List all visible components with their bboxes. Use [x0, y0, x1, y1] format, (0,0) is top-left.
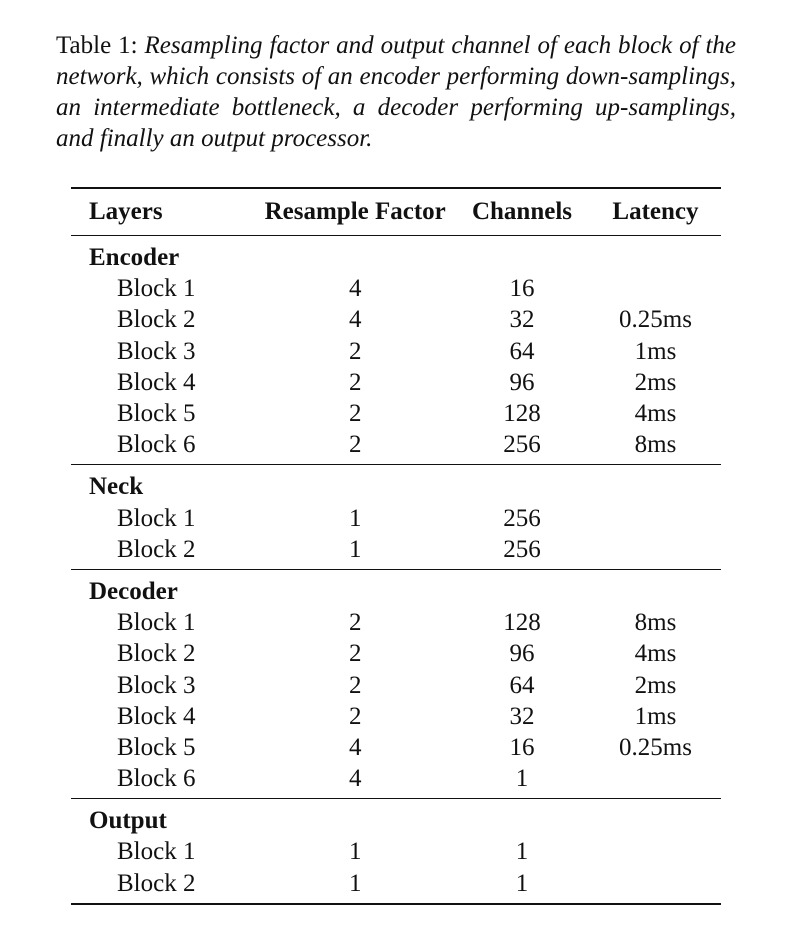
layer-name-cell: Block 1	[117, 838, 196, 866]
section-title-row	[71, 569, 721, 607]
latency-cell: 4ms	[634, 400, 677, 428]
header-latency: Latency	[612, 198, 699, 225]
resample-factor-cell: 4	[256, 763, 454, 799]
caption-text: Resampling factor and output channel of each block of the network, which consists of an encoder performing down-samplings, an intermediate bottleneck, a decoder performing up-samplings, and finally an output processor.	[56, 32, 737, 152]
empty-cell	[454, 799, 590, 837]
table-row	[71, 732, 721, 763]
empty-cell	[590, 236, 721, 274]
empty-cell	[256, 799, 454, 837]
channels-cell: 256	[503, 504, 541, 532]
layer-name-cell: Block 2	[71, 534, 256, 570]
empty-cell	[454, 236, 590, 274]
resample-factor-cell: 1	[256, 534, 454, 570]
channels-cell: 128	[503, 609, 541, 637]
layer-name-cell: Block 3	[117, 671, 196, 699]
layer-name-cell: Block 1	[117, 504, 196, 532]
latency-cell	[590, 868, 721, 904]
channels-cell: 256	[454, 534, 590, 570]
header-row	[71, 188, 721, 236]
empty-cell	[590, 569, 721, 607]
resample-factor-cell: 1	[348, 838, 362, 866]
table-body	[71, 236, 721, 904]
table-row	[71, 503, 721, 534]
channels-cell: 1	[515, 838, 529, 866]
channels-cell: 128	[503, 400, 541, 428]
table-row	[71, 398, 721, 429]
layer-name-cell: Block 6	[71, 429, 256, 465]
section-title: Decoder	[89, 577, 178, 605]
resample-factor-cell: 2	[348, 368, 362, 396]
empty-cell	[454, 569, 590, 607]
section-title-row	[71, 236, 721, 274]
channels-cell: 64	[509, 671, 535, 699]
table-row	[71, 763, 721, 799]
header-layers: Layers	[89, 198, 163, 225]
layer-name-cell: Block 5	[117, 400, 196, 428]
section-title-row	[71, 465, 721, 503]
layer-name-cell: Block 4	[117, 368, 196, 396]
channels-cell: 32	[509, 702, 535, 730]
layer-name-cell: Block 1	[117, 609, 196, 637]
empty-cell	[590, 465, 721, 503]
table-caption	[56, 30, 736, 154]
latency-cell	[590, 836, 721, 867]
table-row	[71, 273, 721, 304]
latency-cell: 8ms	[590, 429, 721, 465]
latency-cell: 1ms	[634, 702, 677, 730]
empty-cell	[256, 236, 454, 274]
caption-label: Table 1:	[56, 32, 138, 59]
channels-cell: 96	[509, 368, 535, 396]
resample-factor-cell: 2	[348, 337, 362, 365]
latency-cell	[590, 503, 721, 534]
header-resample-factor: Resample Factor	[264, 198, 446, 225]
layer-name-cell: Block 3	[117, 337, 196, 365]
layer-name-cell: Block 1	[117, 275, 196, 303]
layer-name-cell: Block 2	[117, 640, 196, 668]
resample-factor-cell: 2	[348, 702, 362, 730]
table-row	[71, 304, 721, 335]
latency-cell	[590, 534, 721, 570]
latency-cell: 8ms	[634, 609, 677, 637]
layer-name-cell: Block 2	[71, 868, 256, 904]
table-row	[71, 336, 721, 367]
table-row	[71, 638, 721, 669]
table-row	[71, 836, 721, 867]
latency-cell: 2ms	[634, 368, 677, 396]
channels-cell: 16	[509, 733, 535, 761]
table-row	[71, 701, 721, 732]
resample-factor-cell: 1	[348, 504, 362, 532]
latency-cell: 0.25ms	[619, 733, 692, 761]
empty-cell	[454, 465, 590, 503]
channels-cell: 32	[509, 306, 535, 334]
channels-cell: 1	[454, 868, 590, 904]
empty-cell	[590, 799, 721, 837]
layer-name-cell: Block 2	[117, 306, 196, 334]
header-channels: Channels	[471, 198, 572, 225]
section-title: Output	[89, 807, 167, 835]
table-row	[71, 534, 721, 570]
section-title: Encoder	[89, 244, 180, 272]
latency-cell: 1ms	[634, 337, 677, 365]
layer-name-cell: Block 5	[117, 733, 196, 761]
resample-factor-cell: 4	[348, 275, 362, 303]
resample-factor-cell: 2	[348, 400, 362, 428]
latency-cell: 2ms	[634, 671, 677, 699]
table-row	[71, 607, 721, 638]
network-table	[71, 187, 721, 905]
resample-factor-cell: 1	[256, 868, 454, 904]
resample-factor-cell: 2	[256, 429, 454, 465]
resample-factor-cell: 2	[348, 609, 362, 637]
channels-cell: 16	[509, 275, 535, 303]
resample-factor-cell: 4	[348, 733, 362, 761]
table-container	[71, 187, 721, 905]
latency-cell	[590, 273, 721, 304]
channels-cell: 64	[509, 337, 535, 365]
resample-factor-cell: 4	[348, 306, 362, 334]
section-title-row	[71, 799, 721, 837]
latency-cell: 4ms	[634, 640, 677, 668]
channels-cell: 256	[454, 429, 590, 465]
layer-name-cell: Block 4	[117, 702, 196, 730]
channels-cell: 1	[454, 763, 590, 799]
section-title: Neck	[89, 473, 144, 501]
empty-cell	[256, 569, 454, 607]
latency-cell	[590, 763, 721, 799]
empty-cell	[256, 465, 454, 503]
layer-name-cell: Block 6	[71, 763, 256, 799]
channels-cell: 96	[509, 640, 535, 668]
table-row	[71, 669, 721, 700]
table-row	[71, 429, 721, 465]
table-row	[71, 868, 721, 904]
table-header	[71, 188, 721, 236]
latency-cell: 0.25ms	[619, 306, 692, 334]
table-row	[71, 367, 721, 398]
resample-factor-cell: 2	[348, 671, 362, 699]
resample-factor-cell: 2	[348, 640, 362, 668]
